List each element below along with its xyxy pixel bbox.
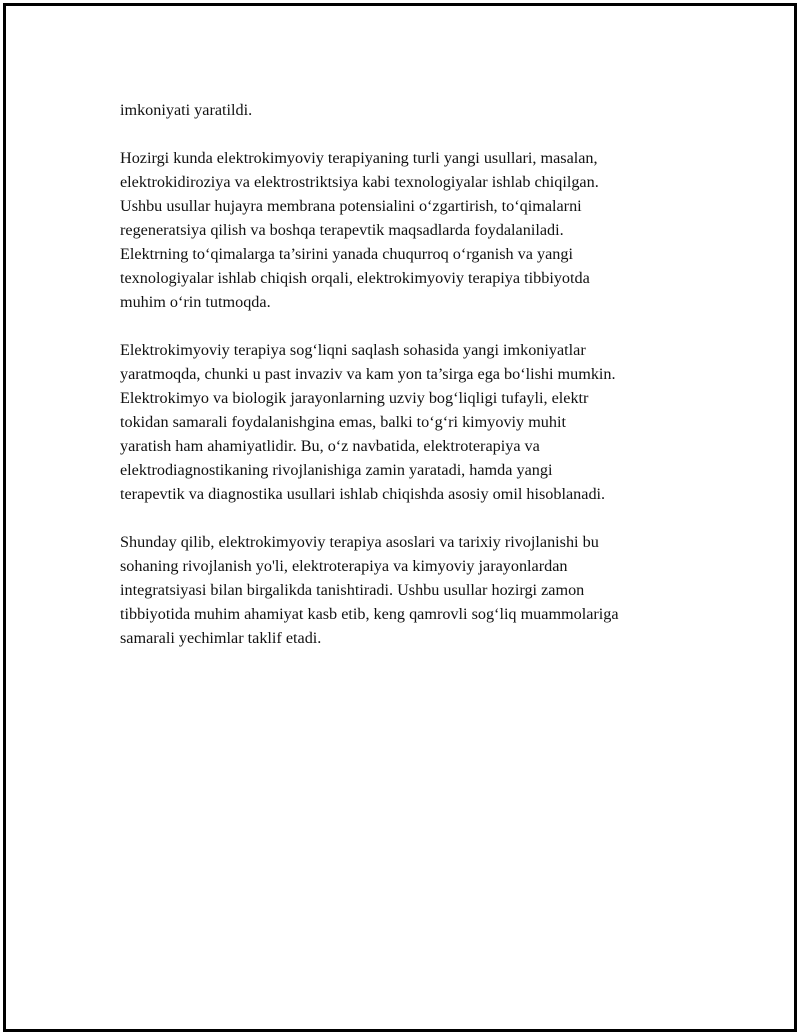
text-line: elektrokidiroziya va elektrostriktsiya kabi texnologiyalar ishlab chiqilgan. — [120, 173, 599, 191]
paragraph-4 — [120, 530, 700, 650]
text-line: terapevtik va diagnostika usullari ishlab chiqishda asosiy omil hisoblanadi. — [120, 485, 606, 503]
text-line: Shunday qilib, elektrokimyoviy terapiya asoslari va tarixiy rivojlanishi bu — [120, 533, 599, 551]
text-line: Elektrokimyo va biologik jarayonlarning uzviy bog‘liqligi tufayli, elektr — [120, 389, 589, 407]
text-line: Elektrning to‘qimalarga ta’sirini yanada chuqurroq o‘rganish va yangi — [120, 245, 573, 263]
text-line: tibbiyotida muhim ahamiyat kasb etib, keng qamrovli sog‘liq muammolariga — [120, 605, 619, 623]
text-line: elektrodiagnostikaning rivojlanishiga zamin yaratadi, hamda yangi — [120, 461, 553, 479]
page-border-frame — [3, 3, 797, 1032]
text-line: sohaning rivojlanish yo'li, elektroterapiya va kimyoviy jarayonlardan — [120, 557, 568, 575]
text-line: regeneratsiya qilish va boshqa terapevtik maqsadlarda foydalaniladi. — [120, 221, 564, 239]
text-line: texnologiyalar ishlab chiqish orqali, elektrokimyoviy terapiya tibbiyotda — [120, 269, 590, 287]
document-body — [120, 98, 700, 674]
text-line: yaratish ham ahamiyatlidir. Bu, o‘z navbatida, elektroterapiya va — [120, 437, 540, 455]
text-line: muhim o‘rin tutmoqda. — [120, 293, 271, 311]
text-line: tokidan samarali foydalanishgina emas, balki to‘g‘ri kimyoviy muhit — [120, 413, 566, 431]
text-line: integratsiyasi bilan birgalikda tanishtiradi. Ushbu usullar hozirgi zamon — [120, 581, 585, 599]
paragraph-1 — [120, 98, 700, 122]
text-line: Hozirgi kunda elektrokimyoviy terapiyaning turli yangi usullari, masalan, — [120, 149, 598, 167]
text-line: imkoniyati yaratildi. — [120, 101, 253, 119]
text-line: Ushbu usullar hujayra membrana potensialini o‘zgartirish, to‘qimalarni — [120, 197, 582, 215]
text-line: yaratmoqda, chunki u past invaziv va kam yon ta’sirga ega bo‘lishi mumkin. — [120, 365, 616, 383]
paragraph-2 — [120, 146, 700, 314]
text-line: samarali yechimlar taklif etadi. — [120, 629, 322, 647]
text-line: Elektrokimyoviy terapiya sog‘liqni saqlash sohasida yangi imkoniyatlar — [120, 341, 586, 359]
paragraph-3 — [120, 338, 700, 506]
